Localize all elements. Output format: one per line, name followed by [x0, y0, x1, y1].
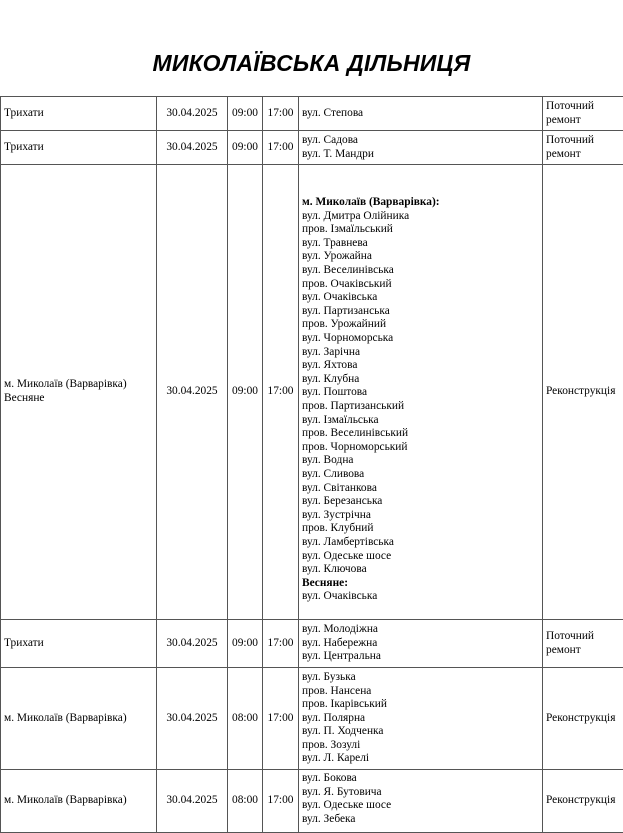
- street-item: вул. Яхтова: [302, 359, 539, 373]
- street-item: вул. Я. Бутовича: [302, 786, 539, 800]
- work-type-cell: Реконструкція: [543, 165, 623, 620]
- work-type-cell: Поточний ремонт: [543, 97, 623, 131]
- street-item: пров. Очаківський: [302, 278, 539, 292]
- street-item: пров. Партизанський: [302, 400, 539, 414]
- street-item: пров. Зозулі: [302, 739, 539, 753]
- street-item: вул. Поштова: [302, 386, 539, 400]
- page-title: МИКОЛАЇВСЬКА ДІЛЬНИЦЯ: [0, 50, 623, 77]
- streets-cell: [299, 770, 543, 833]
- locality-cell: [1, 97, 157, 131]
- table-row: [1, 770, 623, 833]
- locality-cell: [1, 131, 157, 165]
- street-item: вул. Дмитра Олійника: [302, 210, 539, 224]
- street-item: вул. Водна: [302, 454, 539, 468]
- locality-name: Трихати: [4, 141, 153, 155]
- street-item: вул. Очаківська: [302, 590, 539, 604]
- locality-name: Трихати: [4, 107, 153, 121]
- work-type-cell: Поточний ремонт: [543, 131, 623, 165]
- street-item: вул. Ізмаїльська: [302, 414, 539, 428]
- street-item: пров. Клубний: [302, 522, 539, 536]
- street-item: вул. Бокова: [302, 772, 539, 786]
- streets-cell: [299, 97, 543, 131]
- end-time-cell: 17:00: [263, 97, 299, 131]
- locality-name: м. Миколаїв (Варварівка): [4, 794, 153, 808]
- street-item: пров. Нансена: [302, 685, 539, 699]
- streets-cell: [299, 165, 543, 620]
- street-item: вул. Набережна: [302, 637, 539, 651]
- locality-name: Весняне: [4, 392, 153, 406]
- street-item: вул. Степова: [302, 107, 539, 121]
- start-time-cell: 08:00: [228, 668, 263, 770]
- table-row: [1, 97, 623, 131]
- streets-cell: [299, 620, 543, 668]
- street-item: вул. Бузька: [302, 671, 539, 685]
- table-row: [1, 668, 623, 770]
- street-item: вул. Клубна: [302, 373, 539, 387]
- street-item: вул. Травнева: [302, 237, 539, 251]
- locality-name: Трихати: [4, 637, 153, 651]
- street-item: вул. Центральна: [302, 650, 539, 664]
- street-item: пров. Ізмаїльський: [302, 223, 539, 237]
- street-item: вул. Веселинівська: [302, 264, 539, 278]
- end-time-cell: 17:00: [263, 131, 299, 165]
- date-cell: 30.04.2025: [157, 770, 228, 833]
- date-cell: 30.04.2025: [157, 668, 228, 770]
- street-item: вул. Одеське шосе: [302, 799, 539, 813]
- table-row: [1, 131, 623, 165]
- date-cell: 30.04.2025: [157, 165, 228, 620]
- street-item: вул. Урожайна: [302, 250, 539, 264]
- end-time-cell: 17:00: [263, 165, 299, 620]
- start-time-cell: 09:00: [228, 97, 263, 131]
- start-time-cell: 08:00: [228, 770, 263, 833]
- locality-cell: [1, 668, 157, 770]
- street-item: пров. Чорноморський: [302, 441, 539, 455]
- street-item: пров. Урожайний: [302, 318, 539, 332]
- street-group-heading: Весняне:: [302, 577, 539, 591]
- street-item: вул. Зебека: [302, 813, 539, 827]
- locality-name: м. Миколаїв (Варварівка): [4, 378, 153, 392]
- street-item: вул. Одеське шосе: [302, 550, 539, 564]
- locality-name: м. Миколаїв (Варварівка): [4, 712, 153, 726]
- table-row: [1, 165, 623, 620]
- street-item: пров. Веселинівський: [302, 427, 539, 441]
- street-item: вул. Сливова: [302, 468, 539, 482]
- table-row: [1, 620, 623, 668]
- locality-cell: [1, 165, 157, 620]
- work-type-cell: Поточний ремонт: [543, 620, 623, 668]
- street-item: вул. Т. Мандри: [302, 148, 539, 162]
- street-item: вул. Молодіжна: [302, 623, 539, 637]
- date-cell: 30.04.2025: [157, 131, 228, 165]
- street-item: вул. Ключова: [302, 563, 539, 577]
- outage-schedule-table: [0, 96, 623, 833]
- end-time-cell: 17:00: [263, 770, 299, 833]
- street-item: вул. Березанська: [302, 495, 539, 509]
- street-group-heading: м. Миколаїв (Варварівка):: [302, 196, 539, 210]
- street-item: вул. П. Ходченка: [302, 725, 539, 739]
- street-item: вул. Ламбертівська: [302, 536, 539, 550]
- work-type-cell: Реконструкція: [543, 668, 623, 770]
- start-time-cell: 09:00: [228, 165, 263, 620]
- start-time-cell: 09:00: [228, 620, 263, 668]
- street-item: вул. Зустрічна: [302, 509, 539, 523]
- street-item: пров. Ікарівський: [302, 698, 539, 712]
- street-item: вул. Світанкова: [302, 482, 539, 496]
- streets-cell: [299, 131, 543, 165]
- streets-cell: [299, 668, 543, 770]
- street-item: вул. Л. Карелі: [302, 752, 539, 766]
- date-cell: 30.04.2025: [157, 620, 228, 668]
- locality-cell: [1, 770, 157, 833]
- street-item: вул. Партизанська: [302, 305, 539, 319]
- street-item: вул. Садова: [302, 134, 539, 148]
- date-cell: 30.04.2025: [157, 97, 228, 131]
- street-item: вул. Зарічна: [302, 346, 539, 360]
- end-time-cell: 17:00: [263, 620, 299, 668]
- locality-cell: [1, 620, 157, 668]
- end-time-cell: 17:00: [263, 668, 299, 770]
- street-item: вул. Чорноморська: [302, 332, 539, 346]
- start-time-cell: 09:00: [228, 131, 263, 165]
- street-item: вул. Очаківська: [302, 291, 539, 305]
- street-item: вул. Полярна: [302, 712, 539, 726]
- work-type-cell: Реконструкція: [543, 770, 623, 833]
